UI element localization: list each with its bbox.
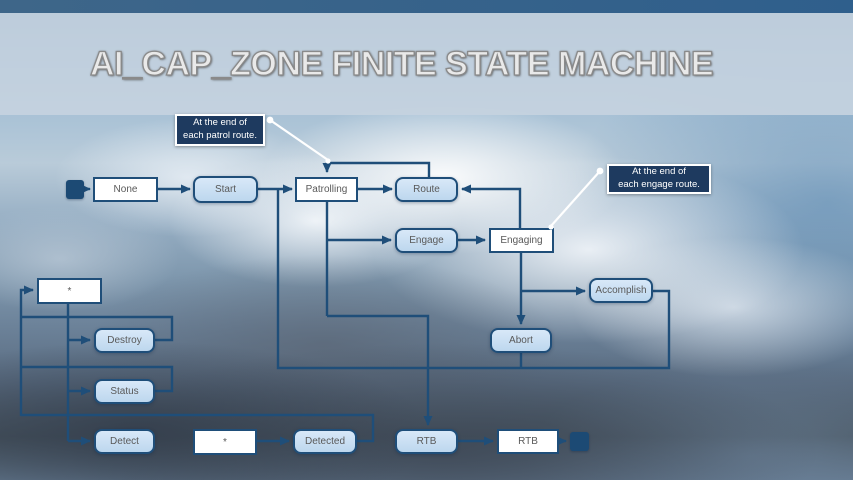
- initial-state-marker: [66, 180, 84, 199]
- node-rtb: RTB: [395, 429, 458, 454]
- edge-return-any: [21, 290, 33, 416]
- node-patrolling: Patrolling: [295, 177, 358, 202]
- callout-engage-route: At the end of each engage route.: [607, 164, 711, 194]
- node-engage: Engage: [395, 228, 458, 253]
- leader-patrol-callout: [270, 120, 328, 160]
- leader-dot: [597, 168, 604, 175]
- leader-dot: [267, 117, 274, 124]
- edge-route-patrolling-loop: [327, 163, 429, 177]
- final-state-marker: [570, 432, 589, 451]
- callout-patrol-route: At the end of each patrol route.: [175, 114, 265, 146]
- top-bar: [0, 0, 853, 13]
- node-detect: Detect: [94, 429, 155, 454]
- node-accomplish: Accomplish: [589, 278, 653, 303]
- node-none: None: [93, 177, 158, 202]
- leader-dot: [325, 158, 330, 163]
- node-detected: Detected: [293, 429, 357, 454]
- node-rtb-final: RTB: [497, 429, 559, 454]
- node-destroy: Destroy: [94, 328, 155, 353]
- page-title: AI_CAP_ZONE FINITE STATE MACHINE: [90, 44, 714, 83]
- node-status: Status: [94, 379, 155, 404]
- node-engaging: Engaging: [489, 228, 554, 253]
- edge-patrolling-rtb: [327, 316, 428, 425]
- node-any-bottom: *: [193, 429, 257, 455]
- edge-engaging-route: [462, 189, 520, 228]
- title-band: [0, 13, 853, 115]
- node-route: Route: [395, 177, 458, 202]
- node-any-top: *: [37, 278, 102, 304]
- node-abort: Abort: [490, 328, 552, 353]
- node-start: Start: [193, 176, 258, 203]
- leader-engage-callout: [551, 171, 600, 226]
